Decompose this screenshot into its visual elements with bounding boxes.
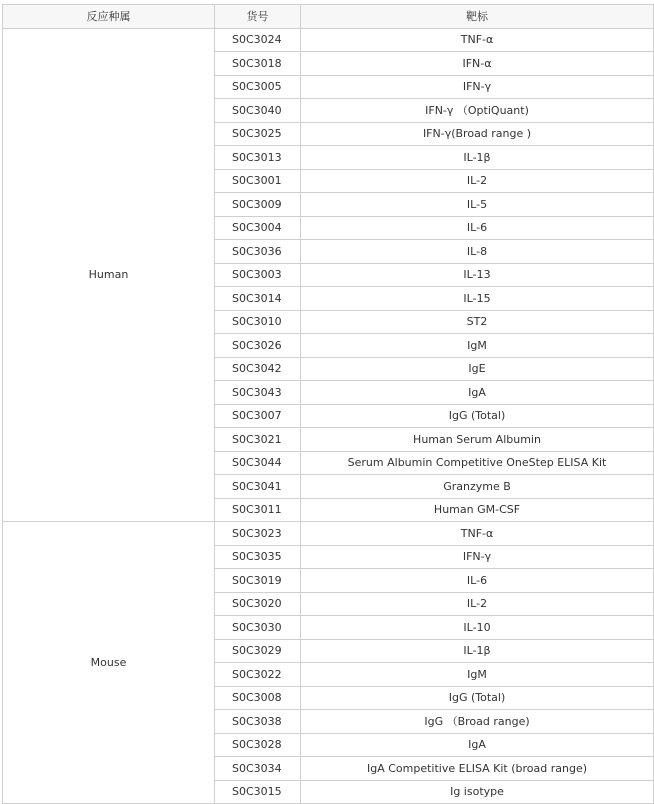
target-cell: IFN-α: [301, 52, 654, 76]
target-cell: IgG （Broad range): [301, 710, 654, 734]
product-code-cell: S0C3024: [215, 28, 301, 52]
target-cell: IgG (Total): [301, 404, 654, 428]
target-cell: IL-2: [301, 169, 654, 193]
product-code-cell: S0C3022: [215, 663, 301, 687]
product-code-cell: S0C3001: [215, 169, 301, 193]
product-code-cell: S0C3004: [215, 216, 301, 240]
product-code-cell: S0C3010: [215, 310, 301, 334]
target-cell: IL-8: [301, 240, 654, 264]
target-cell: Ig isotype: [301, 780, 654, 804]
product-code-cell: S0C3025: [215, 122, 301, 146]
target-cell: IgM: [301, 334, 654, 358]
target-cell: Human Serum Albumin: [301, 428, 654, 452]
product-code-cell: S0C3041: [215, 475, 301, 499]
table-body: [3, 28, 654, 804]
product-code-cell: S0C3019: [215, 569, 301, 593]
target-cell: IL-1β: [301, 639, 654, 663]
target-cell: Granzyme B: [301, 475, 654, 499]
product-table: [2, 4, 654, 804]
target-cell: IL-6: [301, 569, 654, 593]
product-code-cell: S0C3013: [215, 146, 301, 170]
product-code-cell: S0C3007: [215, 404, 301, 428]
target-cell: Serum Albumin Competitive OneStep ELISA Kit: [301, 451, 654, 475]
table-row: [3, 28, 654, 52]
target-cell: IgG (Total): [301, 686, 654, 710]
product-code-cell: S0C3036: [215, 240, 301, 264]
table-row: [3, 522, 654, 546]
target-cell: IL-2: [301, 592, 654, 616]
target-cell: Human GM-CSF: [301, 498, 654, 522]
species-cell: Mouse: [3, 522, 215, 804]
header-target: 靶标: [301, 5, 654, 29]
product-code-cell: S0C3008: [215, 686, 301, 710]
product-code-cell: S0C3005: [215, 75, 301, 99]
target-cell: IgM: [301, 663, 654, 687]
product-code-cell: S0C3026: [215, 334, 301, 358]
product-code-cell: S0C3021: [215, 428, 301, 452]
header-code: 货号: [215, 5, 301, 29]
product-code-cell: S0C3011: [215, 498, 301, 522]
target-cell: IgA Competitive ELISA Kit (broad range): [301, 757, 654, 781]
product-code-cell: S0C3035: [215, 545, 301, 569]
target-cell: IgA: [301, 733, 654, 757]
product-code-cell: S0C3003: [215, 263, 301, 287]
product-code-cell: S0C3029: [215, 639, 301, 663]
product-code-cell: S0C3040: [215, 99, 301, 123]
product-code-cell: S0C3009: [215, 193, 301, 217]
target-cell: TNF-α: [301, 28, 654, 52]
product-code-cell: S0C3030: [215, 616, 301, 640]
species-cell: Human: [3, 28, 215, 522]
header-species: 反应种属: [3, 5, 215, 29]
product-code-cell: S0C3038: [215, 710, 301, 734]
target-cell: IL-13: [301, 263, 654, 287]
target-cell: IL-10: [301, 616, 654, 640]
product-code-cell: S0C3043: [215, 381, 301, 405]
product-code-cell: S0C3028: [215, 733, 301, 757]
target-cell: IL-1β: [301, 146, 654, 170]
target-cell: IFN-γ （OptiQuant): [301, 99, 654, 123]
target-cell: IFN-γ: [301, 545, 654, 569]
target-cell: IL-5: [301, 193, 654, 217]
table-header-row: [3, 5, 654, 29]
product-code-cell: S0C3015: [215, 780, 301, 804]
target-cell: IFN-γ: [301, 75, 654, 99]
target-cell: IL-6: [301, 216, 654, 240]
target-cell: IgE: [301, 357, 654, 381]
product-code-cell: S0C3018: [215, 52, 301, 76]
product-code-cell: S0C3020: [215, 592, 301, 616]
product-code-cell: S0C3034: [215, 757, 301, 781]
product-code-cell: S0C3014: [215, 287, 301, 311]
product-code-cell: S0C3023: [215, 522, 301, 546]
target-cell: ST2: [301, 310, 654, 334]
product-code-cell: S0C3042: [215, 357, 301, 381]
target-cell: TNF-α: [301, 522, 654, 546]
target-cell: IgA: [301, 381, 654, 405]
target-cell: IL-15: [301, 287, 654, 311]
target-cell: IFN-γ(Broad range ): [301, 122, 654, 146]
product-code-cell: S0C3044: [215, 451, 301, 475]
